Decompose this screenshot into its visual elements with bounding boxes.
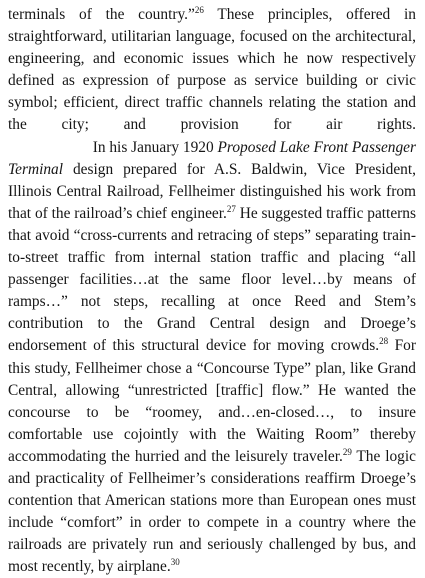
p1-text: terminals of the country.” — [8, 6, 195, 23]
p2-lead-line — [8, 137, 416, 159]
paragraph-2 — [8, 137, 416, 578]
p2-title-part1: Proposed Lake Front Passenger — [217, 138, 416, 156]
p2-seg2: He suggested traffic patterns that avoid “cross-currents and retracing of steps” separating train-to-street traffic from internal station traffic and placing “all passenger facilities…at the same floor level…by means of ramps…” not steps, recalling at once Reed and Stem’s contribution to the Grand Central design and Droege’s endorsement of this structural device for moving crowds. — [8, 204, 416, 355]
p2-seg4: The logic and practicality of Fellheimer’s considerations reaffirm Droege’s contention that American stations more than European ones must include “comfort” in order to compete in a country where the railroads are privately run and seriously challenged by bus, and most recently, by airplane. — [8, 447, 416, 576]
p2-lead: In his January 1920 — [92, 138, 218, 156]
footnote-ref-28: 28 — [379, 336, 389, 347]
footnote-ref-27: 27 — [226, 203, 236, 214]
p2-seg3: For this study, Fellheimer chose a “Concourse Type” plan, like Grand Central, allowing “unrestricted [traffic] flow.” He wanted the concourse to be “roomey, and…en-closed…, to insure comfortable use cojointly with the Waiting Room” thereby accommodating the hurried and the leisurely traveler. — [8, 337, 416, 465]
p1-text-after: These principles, offered in straightforward, utilitarian language, focused on the architectural, engineering, and economic issues which he now respectively defined as expression of purpose as service building or civic symbol; efficient, direct traffic channels relating the station and the city; and provision for air rights. — [8, 6, 416, 134]
paragraph-1 — [8, 4, 416, 137]
p2-seg1: design prepared for A.S. Baldwin, Vice President, Illinois Central Railroad, Fellheimer distinguished his work from that of the railroad’s chief engineer. — [8, 160, 416, 222]
footnote-ref-26: 26 — [194, 4, 204, 15]
p2-title-part2: Terminal — [8, 160, 64, 178]
footnote-ref-30: 30 — [170, 557, 180, 568]
document-page — [8, 4, 416, 578]
footnote-ref-29: 29 — [342, 446, 352, 457]
